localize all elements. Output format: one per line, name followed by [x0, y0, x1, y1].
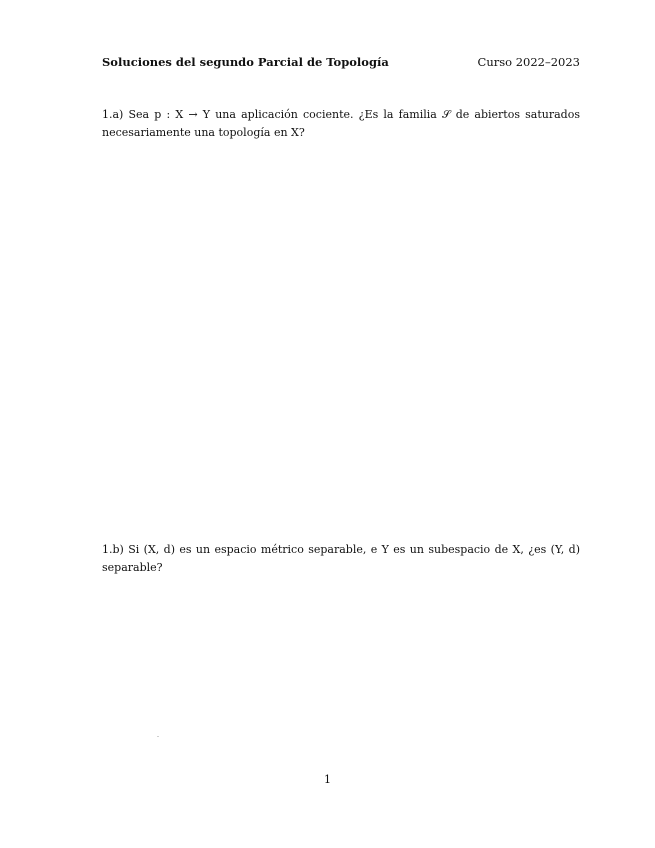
scan-speck — [157, 736, 159, 737]
question-1b: 1.b) Si (X, d) es un espacio métrico separable, e Y es un subespacio de X, ¿es (Y, d) separable? — [102, 543, 580, 574]
document-title: Soluciones del segundo Parcial de Topología — [102, 55, 389, 69]
page-number: 1 — [324, 773, 331, 786]
course-year: Curso 2022–2023 — [477, 55, 580, 69]
page-header — [102, 54, 580, 70]
question-1a: 1.a) Sea p : X → Y una aplicación cociente. ¿Es la familia 𝒮 de abiertos saturados necesariamente una topología en X? — [102, 108, 580, 139]
